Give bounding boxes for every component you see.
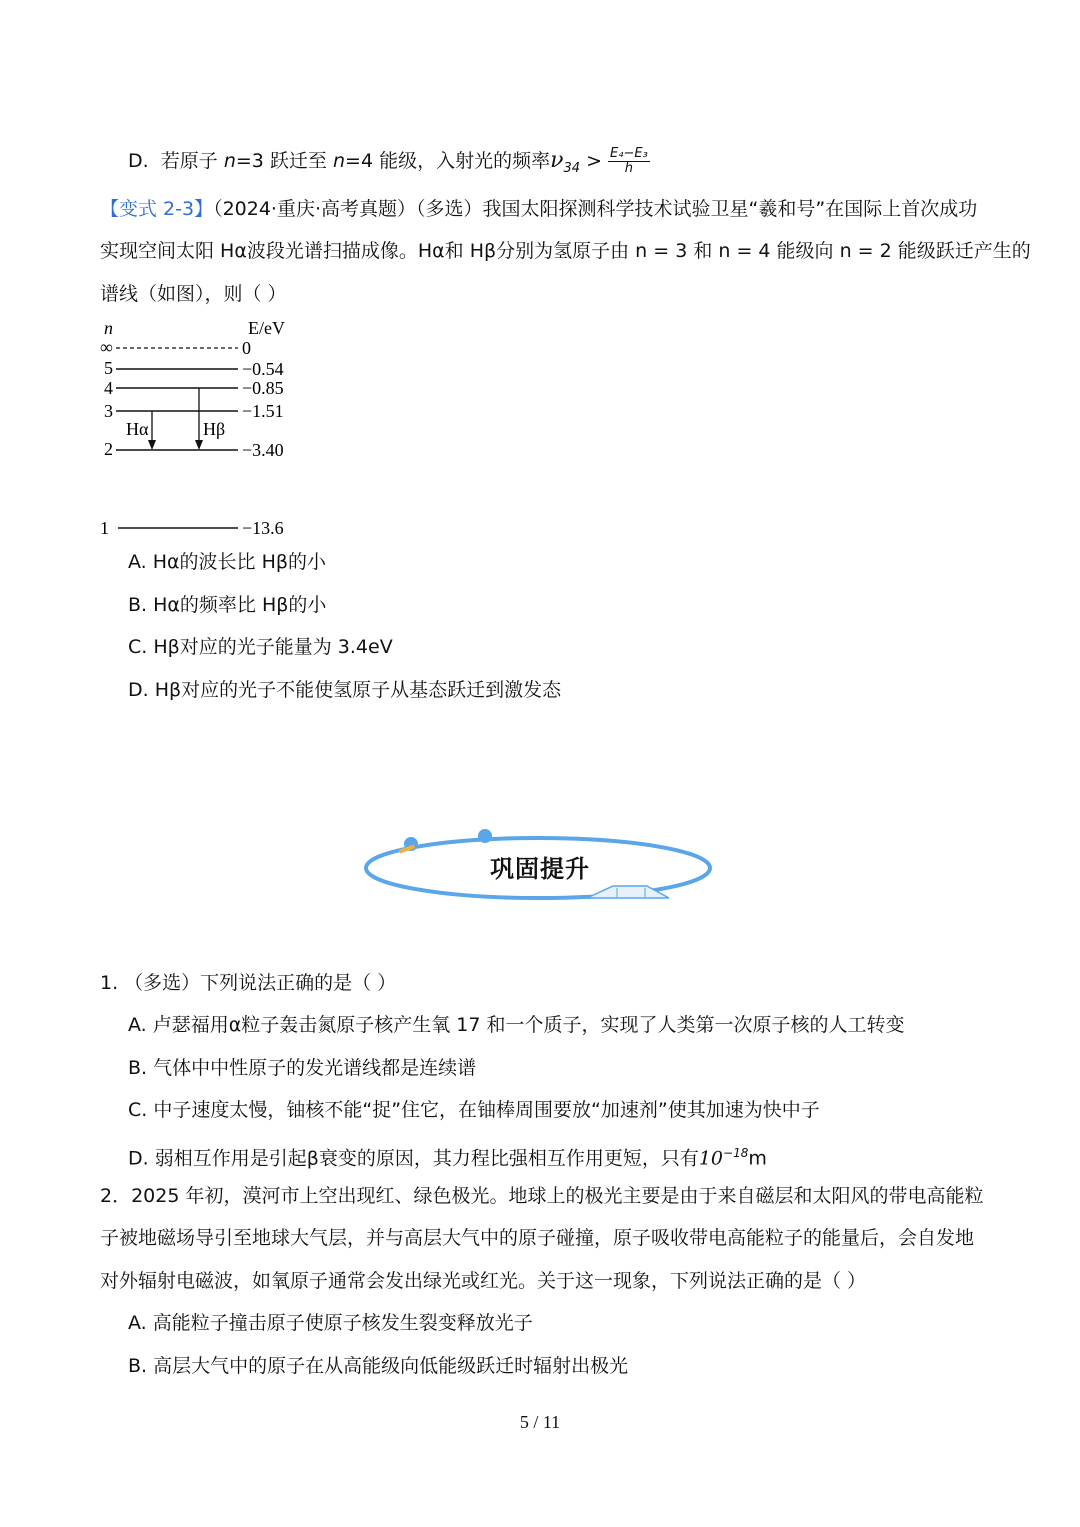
variant-tag: 【变式 2-3】	[100, 198, 214, 220]
energy-axis-label: E/eV	[248, 318, 285, 338]
level-e-inf: 0	[242, 338, 251, 358]
nu-symbol: ν	[550, 148, 564, 173]
variant-option-d: D. Hβ对应的光子不能使氢原子从基态跃迁到激发态	[128, 679, 562, 701]
variant-line-2: 实现空间太阳 Hα波段光谱扫描成像。Hα和 Hβ分别为氢原子由 n = 3 和 n = 4 能级向 n = 2 能级跃迁产生的	[100, 240, 1031, 262]
page-number: 5 / 11	[519, 1412, 561, 1432]
ring-dot-right	[478, 829, 492, 843]
n-axis-label: n	[104, 318, 113, 338]
level-e-2: −3.40	[242, 440, 284, 460]
variant-line-1: 【变式 2-3】（2024·重庆·高考真题）（多选）我国太阳探测科学技术试验卫星“羲和号”在国际上首次成功	[100, 198, 978, 220]
level-n-3: 3	[104, 401, 113, 421]
energy-fraction: $\frac{\text{E₄−E₃}}{h}$	[610, 146, 648, 176]
level-e-3: −1.51	[242, 401, 284, 421]
power-exponent: −18	[723, 1146, 749, 1160]
q1-option-b: B. 气体中中性原子的发光谱线都是连续谱	[128, 1057, 477, 1079]
level-n-inf: ∞	[100, 337, 113, 357]
option-letter: D.	[128, 150, 149, 172]
level-e-5: −0.54	[242, 359, 284, 379]
energy-level-diagram	[96, 316, 316, 546]
variant-option-a: A. Hα的波长比 Hβ的小	[128, 551, 327, 573]
q2-option-b: B. 高层大气中的原子在从高能级向低能级跃迁时辐射出极光	[128, 1355, 629, 1377]
q1-stem: 1. （多选）下列说法正确的是（ ）	[100, 972, 397, 994]
h-alpha-label: Hα	[126, 419, 149, 439]
h-alpha-arrowhead	[148, 440, 156, 450]
q2-option-a: A. 高能粒子撞击原子使原子核发生裂变释放光子	[128, 1312, 533, 1334]
variant-option-c: C. Hβ对应的光子能量为 3.4eV	[128, 636, 393, 658]
level-e-1: −13.6	[242, 518, 284, 538]
h-beta-label: Hβ	[203, 419, 226, 439]
variant-line-3: 谱线（如图），则（ ）	[100, 283, 287, 305]
section-title: 巩固提升	[490, 855, 590, 883]
q2-line-2: 子被地磁场导引至地球大气层，并与高层大气中的原子碰撞，原子吸收带电高能粒子的能量后，会自发地	[100, 1227, 975, 1249]
level-e-4: −0.85	[242, 378, 284, 398]
q1-option-d: D. 弱相互作用是引起β衰变的原因，其力程比强相互作用更短，只有$10^{-18}m$	[128, 1146, 767, 1170]
level-n-4: 4	[104, 378, 113, 398]
power-base: 10	[698, 1147, 724, 1170]
level-n-1: 1	[100, 518, 109, 538]
prev-option-d: D. 若原子 n=3 跃迁至 n=4 能级，入射光的频率$\nu_{34}$ > $\frac{\text{E₄−E₃}}{h}$	[128, 146, 648, 176]
q2-line-1: 2．2025 年初，漠河市上空出现红、绿色极光。地球上的极光主要是由于来自磁层和太阳风的带电高能粒	[100, 1185, 984, 1207]
q2-line-3: 对外辐射电磁波，如氧原子通常会发出绿光或红光。关于这一现象，下列说法正确的是（ ）	[100, 1270, 867, 1292]
variant-option-b: B. Hα的频率比 Hβ的小	[128, 594, 327, 616]
q1-option-c: C. 中子速度太慢，铀核不能“捉”住它，在铀棒周围要放“加速剂”使其加速为快中子	[128, 1099, 820, 1121]
q1-option-a: A. 卢瑟福用α粒子轰击氮原子核产生氧 17 和一个质子，实现了人类第一次原子核的人工转变	[128, 1014, 905, 1036]
level-n-2: 2	[104, 439, 113, 459]
level-n-5: 5	[104, 358, 113, 378]
h-beta-arrowhead	[195, 440, 203, 450]
